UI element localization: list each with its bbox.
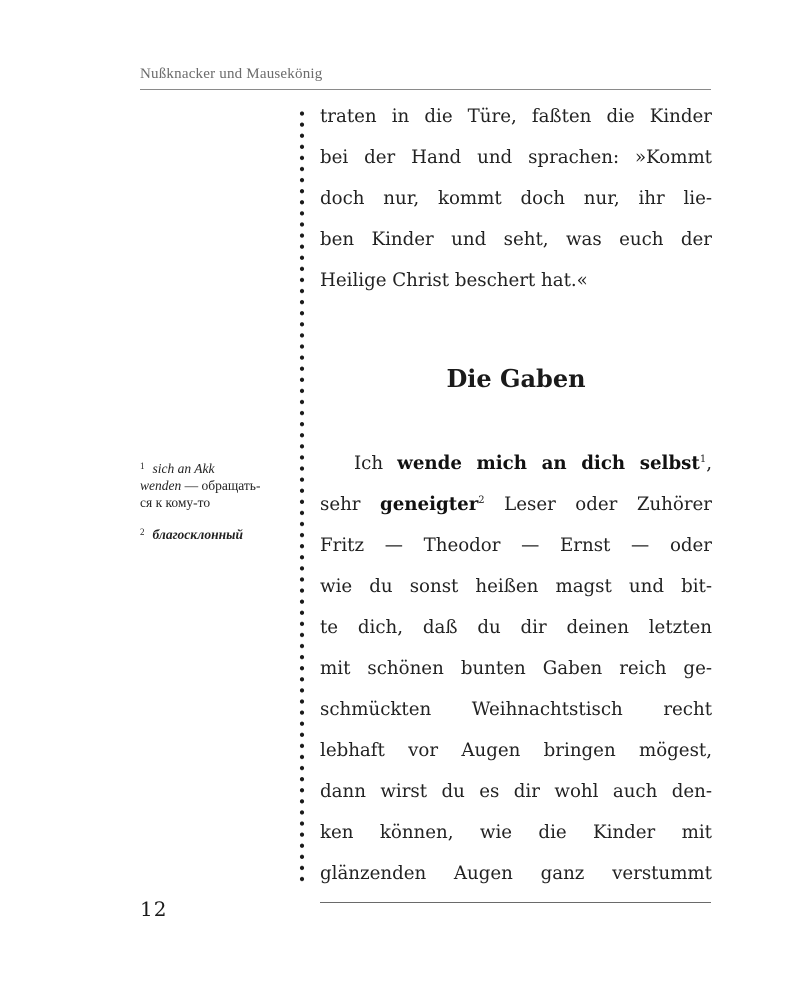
text-line: mit schönen bunten Gaben reich ge- (320, 658, 712, 679)
footnote-ref: 2 (478, 495, 485, 506)
main-text-top (320, 96, 712, 301)
footnote-gloss: ся к кому-то (140, 495, 211, 510)
text-line: ben Kinder und seht, was euch der (320, 229, 712, 250)
text-line: Fritz — Theodor — Ernst — oder (320, 535, 712, 556)
text-line: lebhaft vor Augen bringen mögest, (320, 740, 712, 761)
text-line: glänzenden Augen ganz verstummt (320, 863, 712, 884)
footnote-number: 1 (140, 461, 145, 471)
text-line (320, 443, 712, 484)
text-fragment: Leser oder Zuhörer (484, 494, 712, 515)
footnote-ref: 1 (699, 454, 707, 465)
text-fragment: Ich (354, 453, 398, 474)
footnote-term: wenden (140, 478, 182, 493)
text-line: Heilige Christ beschert hat.« (320, 270, 588, 291)
chapter-title: Die Gaben (446, 364, 586, 393)
text-line: wie du sonst heißen magst und bit- (320, 576, 712, 597)
glossed-term: geneigter (380, 494, 479, 515)
dotted-divider (299, 108, 305, 886)
footnote-gloss: благосклонный (152, 527, 243, 542)
text-line: dann wirst du es dir wohl auch den- (320, 781, 712, 802)
header-rule (140, 89, 711, 90)
footer-rule (320, 902, 711, 903)
footnote-number: 2 (140, 527, 145, 537)
text-line: doch nur, kommt doch nur, ihr lie- (320, 188, 712, 209)
text-line: bei der Hand und sprachen: »Kommt (320, 147, 712, 168)
footnote (140, 524, 290, 543)
running-head: Nußknacker und Mausekönig (140, 66, 323, 82)
text-line (320, 484, 712, 525)
text-line: ken können, wie die Kinder mit (320, 822, 712, 843)
text-line: traten in die Türe, faßten die Kinder (320, 106, 712, 127)
glossed-term: wende mich an dich selbst (397, 453, 700, 474)
footnote (140, 458, 290, 511)
margin-footnotes (140, 458, 290, 556)
page-number: 12 (140, 897, 168, 921)
footnote-term: sich an Akk (152, 461, 215, 476)
main-text-paragraph (320, 443, 712, 894)
text-line: schmückten Weihnachtstisch recht (320, 699, 712, 720)
text-line: te dich, daß du dir deinen letzten (320, 617, 712, 638)
text-fragment: , (706, 453, 712, 474)
footnote-gloss: — обращать- (181, 478, 261, 493)
text-fragment: sehr (320, 494, 381, 515)
